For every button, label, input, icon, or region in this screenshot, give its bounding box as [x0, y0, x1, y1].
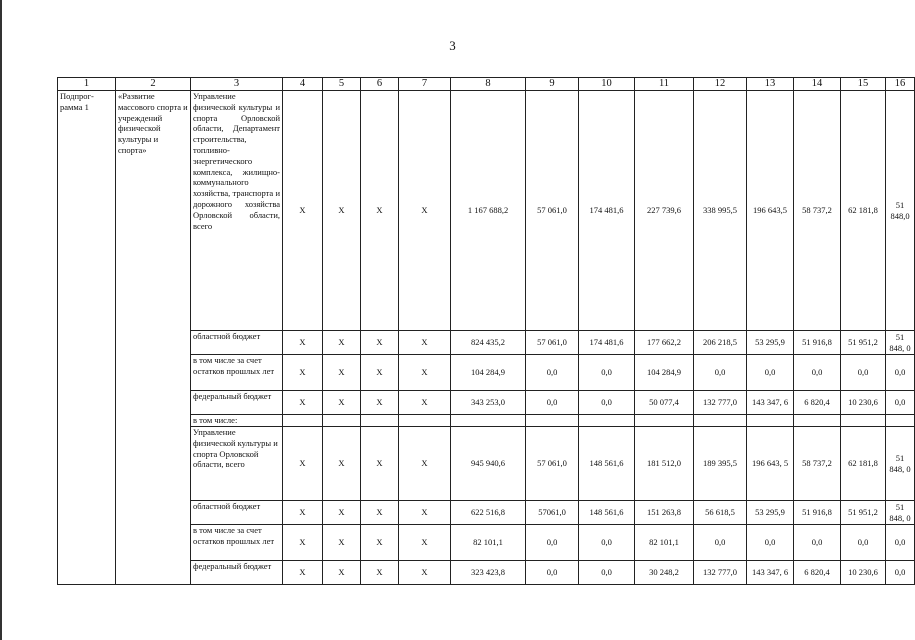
table-cell: 343 253,0: [451, 391, 526, 415]
table-cell: 622 516,8: [451, 501, 526, 525]
table-cell: X: [399, 561, 451, 585]
table-cell: X: [361, 561, 399, 585]
table-cell: 323 423,8: [451, 561, 526, 585]
table-cell: X: [399, 91, 451, 331]
table-cell: 56 618,5: [694, 501, 747, 525]
table-cell: 824 435,2: [451, 331, 526, 355]
table-cell: 174 481,6: [579, 91, 635, 331]
table-cell: 104 284,9: [635, 355, 694, 391]
table-cell: 51 848, 0: [886, 331, 915, 355]
table-cell: 0,0: [694, 525, 747, 561]
table-cell: [283, 415, 323, 427]
table-cell: 50 077,4: [635, 391, 694, 415]
table-cell: 181 512,0: [635, 427, 694, 501]
table-cell: 0,0: [747, 525, 794, 561]
table-cell: X: [361, 331, 399, 355]
page-number: 3: [449, 38, 456, 53]
table-cell: 51 951,2: [841, 331, 886, 355]
column-header: 15: [841, 78, 886, 91]
column-header: 2: [116, 78, 191, 91]
table-cell: 10 230,6: [841, 561, 886, 585]
table-cell: 6 820,4: [794, 391, 841, 415]
table-cell: X: [283, 91, 323, 331]
row-label: Управление физической культуры и спорта Орловской области, Департамент строительства, топливно-энергетического комплекса, жилищно-коммунального хозяйства, транспорта и дорожного хозяйства Орловской области, всего: [191, 91, 283, 331]
table-cell: 82 101,1: [451, 525, 526, 561]
table-cell: 0,0: [579, 391, 635, 415]
table-cell: X: [323, 525, 361, 561]
table-cell: [794, 415, 841, 427]
table-cell: X: [283, 561, 323, 585]
row-label: областной бюджет: [191, 501, 283, 525]
table-cell: 51 848, 0: [886, 427, 915, 501]
column-header: 12: [694, 78, 747, 91]
table-cell: X: [399, 391, 451, 415]
table-cell: 82 101,1: [635, 525, 694, 561]
table-cell: X: [283, 331, 323, 355]
table-cell: 0,0: [794, 525, 841, 561]
table-cell: 30 248,2: [635, 561, 694, 585]
table-cell: 51 951,2: [841, 501, 886, 525]
table-cell: [361, 415, 399, 427]
table-cell: 51 848,0: [886, 91, 915, 331]
table-cell: [694, 415, 747, 427]
table-cell: 53 295,9: [747, 331, 794, 355]
table-cell: [579, 415, 635, 427]
table-cell: X: [361, 91, 399, 331]
table-cell: 0,0: [579, 355, 635, 391]
table-cell: X: [283, 501, 323, 525]
program-cell: Подпрог-рамма 1: [58, 91, 116, 585]
column-header: 4: [283, 78, 323, 91]
table-cell: 0,0: [794, 355, 841, 391]
table-cell: [886, 415, 915, 427]
table-cell: 51 916,8: [794, 501, 841, 525]
table-cell: X: [361, 501, 399, 525]
table-cell: 57 061,0: [526, 427, 579, 501]
table-cell: 0,0: [886, 391, 915, 415]
table-cell: X: [323, 391, 361, 415]
column-header: 11: [635, 78, 694, 91]
table-cell: 6 820,4: [794, 561, 841, 585]
table-cell: [451, 415, 526, 427]
row-label: в том числе за счет остатков прошлых лет: [191, 525, 283, 561]
column-header: 1: [58, 78, 116, 91]
table-cell: X: [361, 427, 399, 501]
table-cell: 62 181,8: [841, 91, 886, 331]
table-cell: 0,0: [886, 355, 915, 391]
table-cell: X: [323, 91, 361, 331]
table-cell: X: [323, 501, 361, 525]
table-cell: [635, 415, 694, 427]
column-header: 8: [451, 78, 526, 91]
column-header: 14: [794, 78, 841, 91]
table-cell: 196 643, 5: [747, 427, 794, 501]
table-cell: X: [399, 331, 451, 355]
table-cell: 51 916,8: [794, 331, 841, 355]
column-number-row: [58, 78, 915, 91]
table-cell: 174 481,6: [579, 331, 635, 355]
table-cell: 177 662,2: [635, 331, 694, 355]
table-cell: 0,0: [526, 525, 579, 561]
table-cell: 0,0: [747, 355, 794, 391]
table-cell: X: [361, 525, 399, 561]
table-cell: 53 295,9: [747, 501, 794, 525]
table-cell: X: [283, 355, 323, 391]
column-header: 7: [399, 78, 451, 91]
row-label: федеральный бюджет: [191, 561, 283, 585]
table-cell: 196 643,5: [747, 91, 794, 331]
row-label: в том числе за счет остатков прошлых лет: [191, 355, 283, 391]
table-row: [58, 91, 915, 331]
row-label: областной бюджет: [191, 331, 283, 355]
table-cell: 132 777,0: [694, 391, 747, 415]
table-cell: 0,0: [579, 561, 635, 585]
table-cell: [747, 415, 794, 427]
table-cell: X: [323, 427, 361, 501]
row-label: в том числе:: [191, 415, 283, 427]
table-cell: X: [399, 427, 451, 501]
table-cell: 104 284,9: [451, 355, 526, 391]
table-cell: 338 995,5: [694, 91, 747, 331]
table-cell: 148 561,6: [579, 501, 635, 525]
table-cell: 0,0: [579, 525, 635, 561]
table-cell: 143 347, 6: [747, 391, 794, 415]
table-cell: 0,0: [886, 525, 915, 561]
table-cell: [323, 415, 361, 427]
table-cell: 1 167 688,2: [451, 91, 526, 331]
table-cell: [841, 415, 886, 427]
table-cell: 151 263,8: [635, 501, 694, 525]
table-cell: X: [323, 331, 361, 355]
table-cell: X: [399, 501, 451, 525]
column-header: 10: [579, 78, 635, 91]
table-cell: X: [323, 355, 361, 391]
table-cell: 62 181,8: [841, 427, 886, 501]
table-cell: 0,0: [526, 355, 579, 391]
budget-table: [57, 77, 915, 585]
table-cell: [526, 415, 579, 427]
table-cell: 143 347, 6: [747, 561, 794, 585]
row-label: Управление физической культуры и спорта Орловской области, всего: [191, 427, 283, 501]
column-header: 5: [323, 78, 361, 91]
table-cell: X: [283, 525, 323, 561]
table-cell: [399, 415, 451, 427]
column-header: 9: [526, 78, 579, 91]
table-cell: 206 218,5: [694, 331, 747, 355]
table-cell: 0,0: [886, 561, 915, 585]
table-cell: X: [361, 355, 399, 391]
table-cell: X: [323, 561, 361, 585]
table-cell: 51 848, 0: [886, 501, 915, 525]
table-cell: X: [399, 525, 451, 561]
column-header: 6: [361, 78, 399, 91]
table-cell: 0,0: [526, 391, 579, 415]
column-header: 13: [747, 78, 794, 91]
table-cell: 945 940,6: [451, 427, 526, 501]
table-cell: 57 061,0: [526, 331, 579, 355]
column-header: 3: [191, 78, 283, 91]
table-cell: 227 739,6: [635, 91, 694, 331]
table-cell: 57061,0: [526, 501, 579, 525]
table-cell: 58 737,2: [794, 91, 841, 331]
row-label: федеральный бюджет: [191, 391, 283, 415]
table-cell: 10 230,6: [841, 391, 886, 415]
table-cell: 132 777,0: [694, 561, 747, 585]
table-cell: 0,0: [841, 355, 886, 391]
column-header: 16: [886, 78, 915, 91]
table-cell: 0,0: [526, 561, 579, 585]
subprogram-title-cell: «Развитие массового спорта и учреждений физической культуры и спорта»: [116, 91, 191, 585]
table-cell: X: [283, 427, 323, 501]
table-cell: 148 561,6: [579, 427, 635, 501]
table-cell: 57 061,0: [526, 91, 579, 331]
table-cell: X: [283, 391, 323, 415]
table-cell: 58 737,2: [794, 427, 841, 501]
table-cell: X: [361, 391, 399, 415]
table-cell: 0,0: [841, 525, 886, 561]
table-cell: 189 395,5: [694, 427, 747, 501]
page-edge-line: [0, 0, 2, 640]
table-cell: 0,0: [694, 355, 747, 391]
table-cell: X: [399, 355, 451, 391]
